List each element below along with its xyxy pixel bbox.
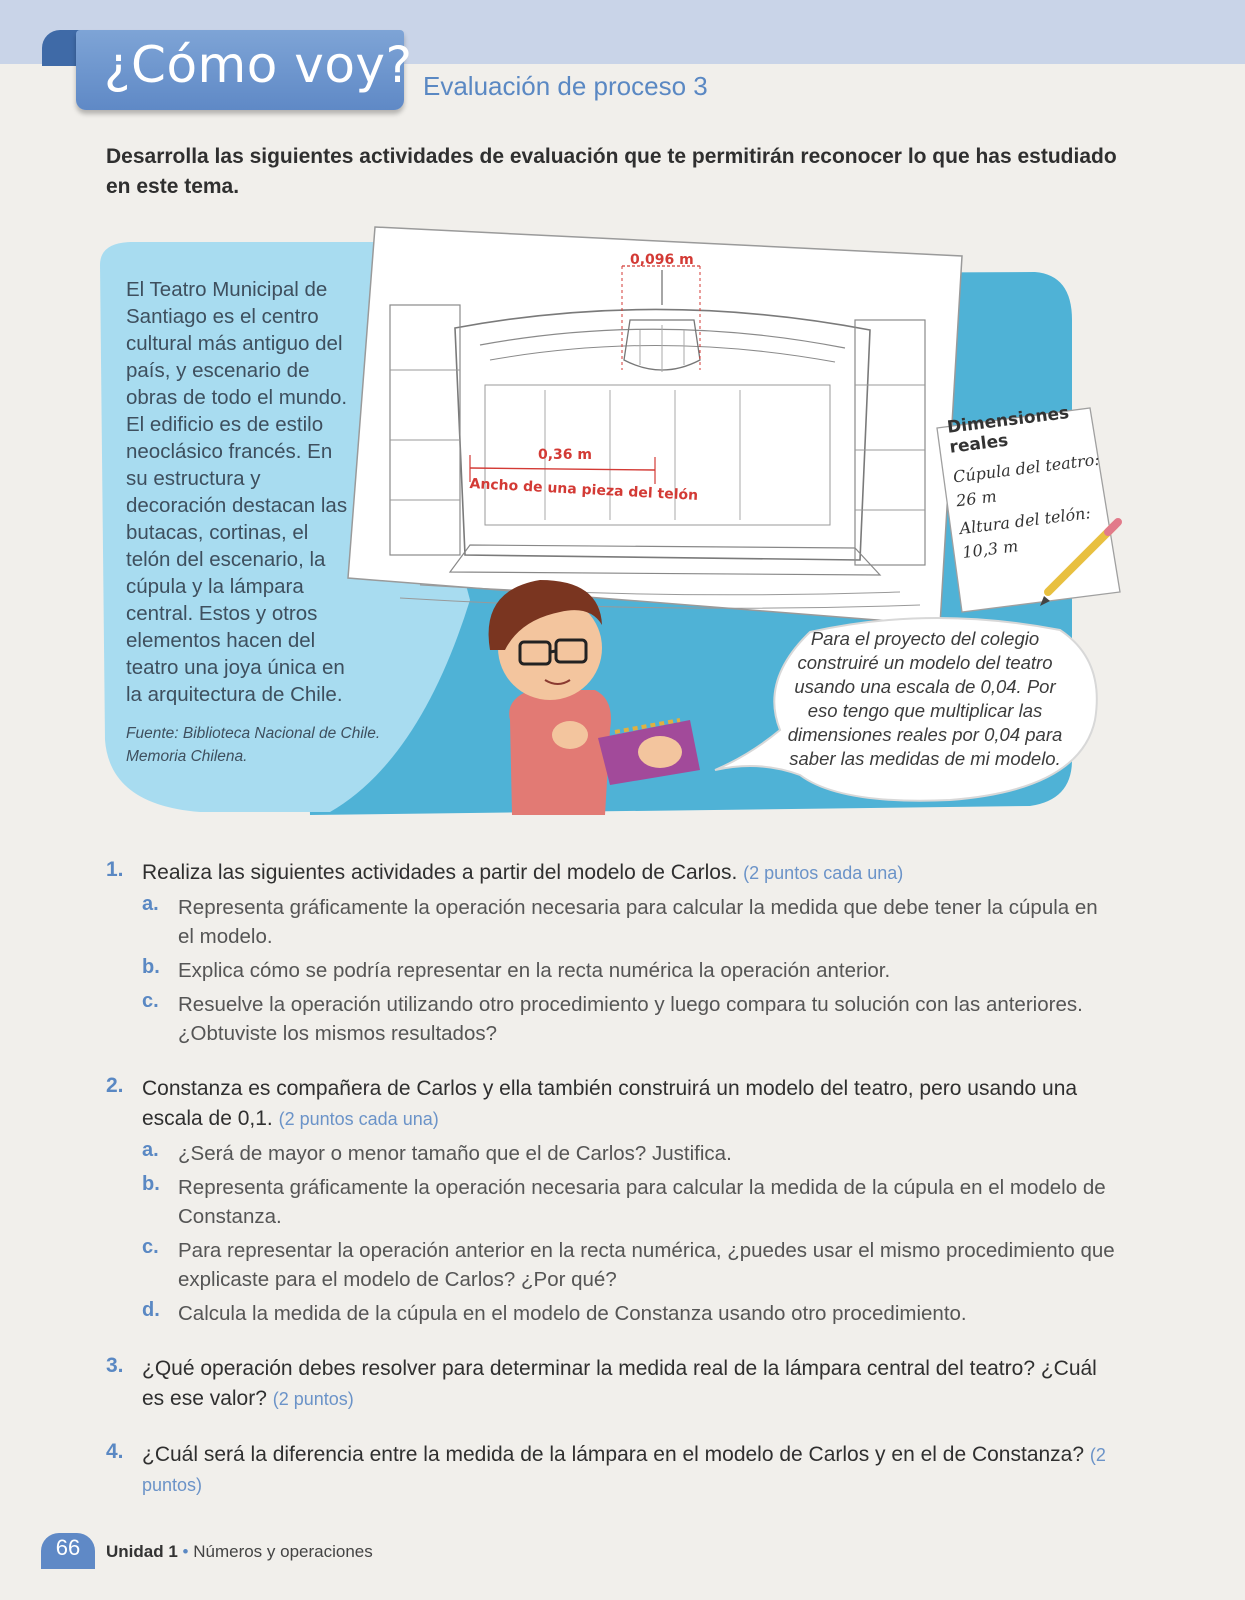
note-dome-value: 26 m	[955, 486, 998, 511]
curtain-measure-label: 0,36 m	[538, 447, 593, 463]
sub-letter: b.	[142, 956, 160, 978]
questions-list	[106, 858, 1116, 1526]
intro-text: Desarrolla las siguientes actividades de evaluación que te permitirán reconocer lo que has estudiado en este tema.	[106, 145, 1117, 198]
question-points: (2 puntos cada una)	[278, 1109, 439, 1129]
sub-text: Resuelve la operación utilizando otro procedimiento y luego compara tu solución con las anteriores. ¿Obtuviste los mismos resultados?	[178, 993, 1083, 1045]
question-number: 2.	[106, 1074, 124, 1097]
footer-separator: •	[182, 1542, 189, 1561]
sub-letter: b.	[142, 1173, 160, 1195]
info-box-text: El Teatro Municipal de Santiago es el centro cultural más antiguo del país, y escenario de obras de todo el mundo. El edificio es de estilo neoclásico francés. En su estructura y decoración destacan las butacas, cortinas, el telón del escenario, la cúpula y la lámpara central. Estos y otros elementos hacen del teatro una joya única en la arquitectura de Chile.	[126, 278, 348, 706]
question-points: (2 puntos cada una)	[743, 863, 904, 883]
footer-breadcrumb	[106, 1542, 373, 1562]
question-text	[142, 858, 1116, 888]
question-statement: Constanza es compañera de Carlos y ella también construirá un modelo del teatro, pero usando una escala de 0,1.	[142, 1077, 1078, 1130]
sub-letter: c.	[142, 990, 159, 1012]
sub-item	[142, 1139, 1116, 1168]
page-number: 66	[55, 1535, 81, 1560]
note-curtain-value: 10,3 m	[961, 536, 1020, 562]
sub-item	[142, 956, 1116, 985]
drawing-paper	[348, 227, 962, 625]
page-subtitle: Evaluación de proceso 3	[423, 71, 708, 101]
sub-text: ¿Será de mayor o menor tamaño que el de Carlos? Justifica.	[178, 1142, 732, 1165]
question-number: 3.	[106, 1354, 124, 1377]
info-box-source: Fuente: Biblioteca Nacional de Chile. Memoria Chilena.	[126, 725, 381, 765]
curtain-width-label: Ancho de una pieza del telón	[469, 476, 699, 504]
question-text	[142, 1440, 1116, 1500]
sub-item	[142, 1236, 1116, 1294]
sub-text: Representa gráficamente la operación necesaria para calcular la medida que debe tener la cúpula en el modelo.	[178, 896, 1098, 948]
real-dimensions-note	[946, 397, 1134, 577]
sub-text: Representa gráficamente la operación necesaria para calcular la medida de la cúpula en el modelo de Constanza.	[178, 1176, 1106, 1228]
lamp-measure-label: 0,096 m	[630, 252, 694, 268]
question-2	[106, 1074, 1116, 1328]
sub-text: Calcula la medida de la cúpula en el modelo de Constanza usando otro procedimiento.	[178, 1302, 967, 1325]
sub-text: Para representar la operación anterior en la recta numérica, ¿puedes usar el mismo procedimiento que explicaste para el modelo de Carlos? ¿Por qué?	[178, 1239, 1115, 1291]
sub-text: Explica cómo se podría representar en la recta numérica la operación anterior.	[178, 959, 891, 982]
question-text	[142, 1074, 1116, 1134]
page-title: ¿Cómo voy?	[104, 36, 413, 94]
question-statement: ¿Cuál será la diferencia entre la medida de la lámpara en el modelo de Carlos y en el de Constanza?	[142, 1443, 1085, 1466]
question-statement: ¿Qué operación debes resolver para determinar la medida real de la lámpara central del teatro? ¿Cuál es ese valor?	[142, 1357, 1097, 1410]
speech-bubble-text: Para el proyecto del colegio construiré un modelo del teatro usando una escala de 0,04. Por eso tengo que multiplicar las dimensiones reales por 0,04 para saber las medidas de mi modelo.	[787, 628, 1063, 769]
sub-letter: c.	[142, 1236, 159, 1258]
sub-letter: a.	[142, 893, 159, 915]
question-3	[106, 1354, 1116, 1414]
question-text	[142, 1354, 1116, 1414]
question-1	[106, 858, 1116, 1048]
question-number: 1.	[106, 858, 124, 881]
question-number: 4.	[106, 1440, 124, 1463]
sub-item	[142, 1299, 1116, 1328]
footer-unit: Unidad 1	[106, 1542, 178, 1561]
sub-item	[142, 1173, 1116, 1231]
question-points: (2 puntos)	[272, 1389, 354, 1409]
footer-section: Números y operaciones	[193, 1542, 373, 1561]
question-4	[106, 1440, 1116, 1500]
note-title: Dimensiones reales	[946, 403, 1071, 458]
sub-item	[142, 990, 1116, 1048]
sub-item	[142, 893, 1116, 951]
sub-letter: a.	[142, 1139, 159, 1161]
sub-letter: d.	[142, 1299, 160, 1321]
note-dome-label: Cúpula del teatro:	[952, 449, 1101, 487]
question-points: (2 puntos)	[142, 1445, 1106, 1495]
question-statement: Realiza las siguientes actividades a partir del modelo de Carlos.	[142, 861, 738, 884]
note-curtain-label: Altura del telón:	[958, 503, 1092, 539]
